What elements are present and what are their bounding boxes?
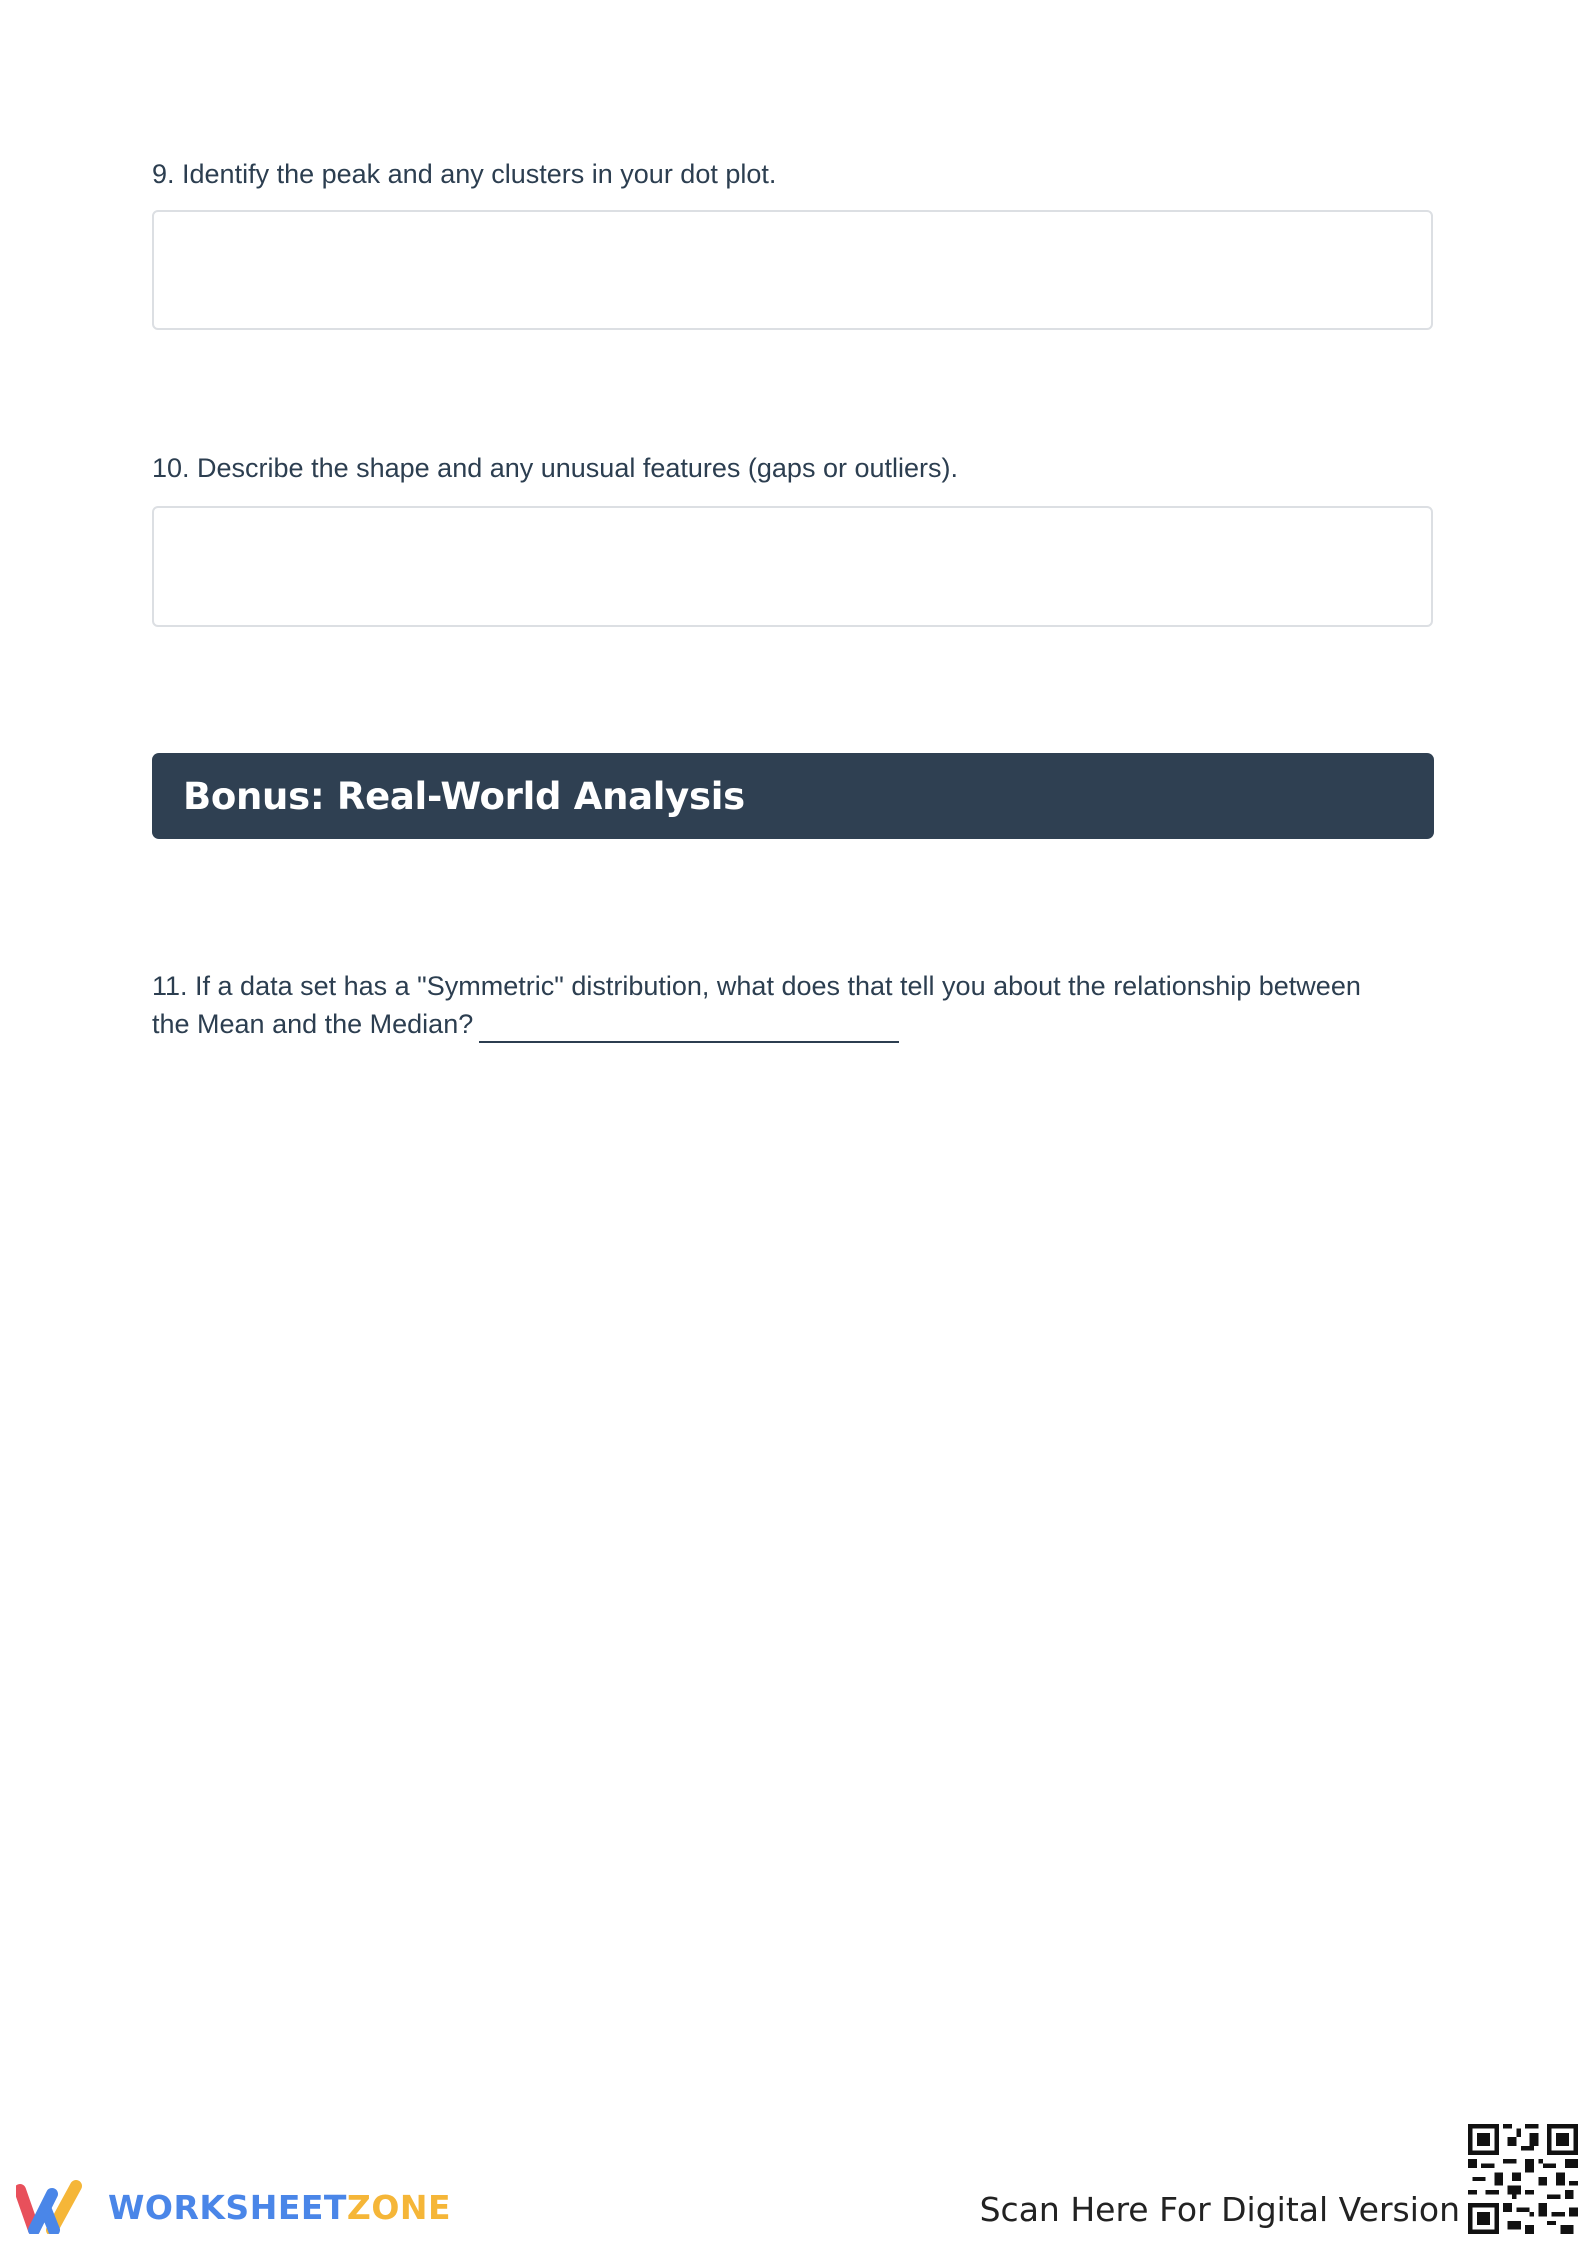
question-9: 9. Identify the peak and any clusters in your dot plot. bbox=[152, 159, 777, 189]
answer-box-q10[interactable] bbox=[152, 506, 1433, 627]
question-11 bbox=[152, 967, 1382, 1043]
logo-word-worksheet: WORKSHEET bbox=[108, 2187, 347, 2227]
worksheetzone-w-logo-icon bbox=[16, 2180, 94, 2234]
worksheetzone-logo[interactable] bbox=[16, 2180, 451, 2234]
logo-wordmark bbox=[108, 2188, 451, 2227]
question-10: 10. Describe the shape and any unusual features (gaps or outliers). bbox=[152, 453, 958, 483]
answer-blank-q11[interactable] bbox=[479, 1011, 899, 1043]
section-banner bbox=[152, 753, 1434, 839]
scan-caption: Scan Here For Digital Version bbox=[979, 2190, 1460, 2229]
answer-box-q9[interactable] bbox=[152, 210, 1433, 330]
logo-word-zone: ZONE bbox=[346, 2187, 452, 2227]
section-title: Bonus: Real-World Analysis bbox=[183, 774, 745, 818]
question-11-text: 11. If a data set has a "Symmetric" distribution, what does that tell you about the relationship between the Mean and the Median? bbox=[152, 971, 1361, 1039]
qr-code-icon[interactable] bbox=[1468, 2124, 1578, 2234]
